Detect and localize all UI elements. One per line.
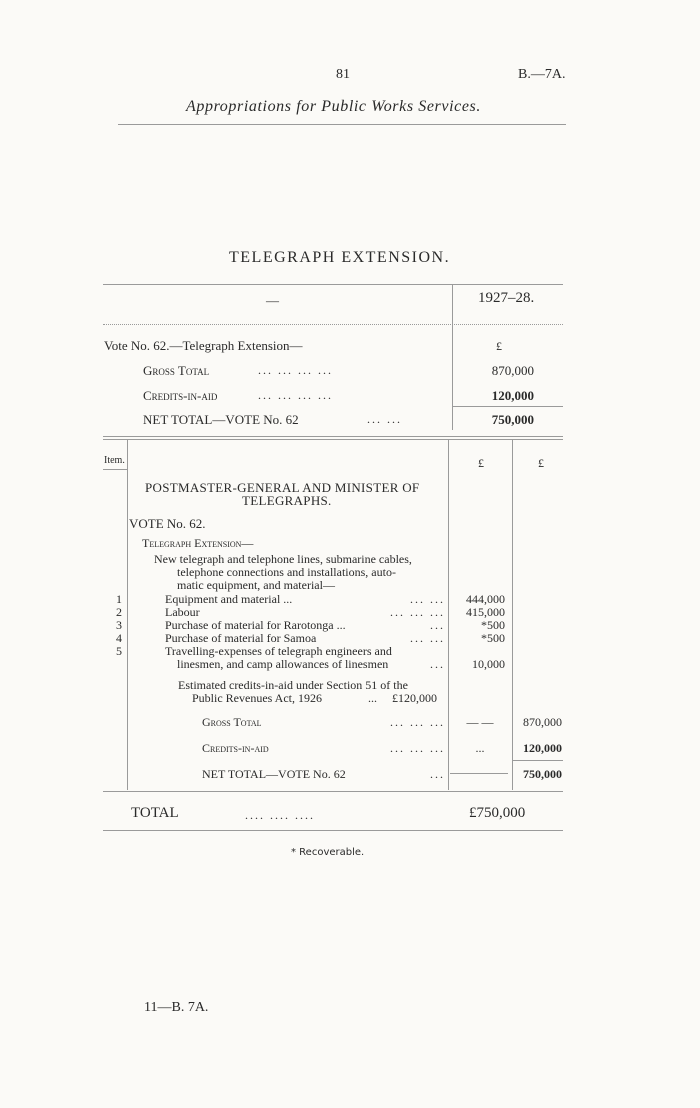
item-number: 2 (116, 605, 122, 619)
intro-line-1: New telegraph and telephone lines, submarine cables, (154, 552, 412, 566)
estimate-value: £120,000 (392, 691, 437, 705)
summary-net-total-dots: ... ... (367, 412, 402, 426)
detail-subtotal-rule (513, 760, 563, 761)
telegraph-extension-subhead: Telegraph Extension— (142, 536, 254, 550)
summary-credits-value: 120,000 (491, 388, 534, 403)
detail-gross-total-column-1: — — (466, 715, 494, 729)
detail-gross-total-label: Gross Total (202, 715, 262, 729)
detail-item-column-divider (127, 440, 128, 790)
detail-credits-column-1: ... (475, 741, 485, 755)
item-column-header: Item. (104, 455, 125, 466)
item-dots: ... (430, 618, 445, 632)
summary-net-total-value: 750,000 (491, 412, 534, 427)
document-reference: B.—7A. (518, 67, 566, 82)
summary-gross-total-label: Gross Total (143, 363, 210, 378)
detail-credits-dots: ... ... ... (390, 741, 445, 755)
detail-top-rule (103, 439, 563, 440)
minister-heading-line-2: TELEGRAPHS. (242, 493, 332, 508)
item-number: 1 (116, 592, 122, 606)
intro-line-3: matic equipment, and material— (177, 578, 335, 592)
item-value: 10,000 (472, 657, 505, 671)
summary-gross-total-value: 870,000 (491, 363, 534, 378)
summary-top-rule (103, 284, 563, 285)
vote-number: VOTE No. 62. (129, 516, 206, 531)
summary-bottom-rule (103, 436, 563, 437)
summary-credits-label: Credits-in-aid (143, 388, 218, 403)
intro-line-2: telephone connections and installations, auto- (177, 565, 396, 579)
grand-total-label: TOTAL (131, 805, 179, 821)
summary-credits-dots: ... ... ... ... (258, 388, 333, 402)
detail-column-divider-2 (512, 440, 513, 790)
detail-net-total-label: NET TOTAL—VOTE No. 62 (202, 767, 346, 781)
item-description: Labour (165, 605, 200, 619)
running-title: Appropriations for Public Works Services. (186, 98, 481, 115)
header-rule (118, 124, 566, 125)
grand-total-dots: .... .... .... (245, 808, 315, 822)
detail-currency-column-1: £ (478, 456, 484, 470)
item-dots: ... ... (410, 631, 445, 645)
summary-gross-total-dots: ... ... ... ... (258, 363, 333, 377)
estimate-line-1: Estimated credits-in-aid under Section 51 of the (178, 678, 408, 692)
item-description: Purchase of material for Samoa (165, 631, 317, 645)
detail-gross-total-column-2: 870,000 (523, 715, 562, 729)
summary-net-total-label: NET TOTAL—VOTE No. 62 (143, 412, 299, 427)
detail-credits-label: Credits-in-aid (202, 741, 269, 755)
item-value: 415,000 (466, 605, 505, 619)
item-number: 4 (116, 631, 122, 645)
detail-net-total-dash-rule (450, 773, 508, 774)
section-title: TELEGRAPH EXTENSION. (229, 249, 451, 266)
summary-header-rule (103, 324, 563, 325)
detail-net-total-column-2: 750,000 (523, 767, 562, 781)
item-description: Travelling-expenses of telegraph engineers and (165, 644, 392, 658)
summary-vote-label: Vote No. 62.—Telegraph Extension— (104, 338, 303, 353)
page-number: 81 (336, 67, 350, 82)
item-description: Equipment and material ... (165, 592, 293, 606)
detail-currency-column-2: £ (538, 456, 544, 470)
detail-credits-column-2: 120,000 (523, 741, 562, 755)
footnote: * Recoverable. (291, 847, 365, 858)
estimate-dots: ... (368, 691, 377, 705)
item-value: 444,000 (466, 592, 505, 606)
item-description-continued: linesmen, and camp allowances of linesmen (177, 657, 389, 671)
summary-blank-column-header: — (266, 293, 279, 308)
estimate-line-2: Public Revenues Act, 1926 (192, 691, 322, 705)
item-value: *500 (481, 618, 505, 632)
item-number: 3 (116, 618, 122, 632)
summary-currency: £ (496, 339, 502, 353)
item-dots: ... (430, 657, 445, 671)
item-header-rule (103, 469, 127, 470)
detail-gross-total-dots: ... ... ... (390, 715, 445, 729)
footer-reference: 11—B. 7A. (144, 1000, 209, 1015)
item-number: 5 (116, 644, 122, 658)
detail-net-total-dots: ... (430, 767, 445, 781)
grand-total-value: £750,000 (469, 805, 526, 821)
minister-heading-line-1: POSTMASTER-GENERAL AND MINISTER OF (145, 480, 420, 495)
item-description: Purchase of material for Rarotonga ... (165, 618, 346, 632)
grand-total-rule (103, 830, 563, 831)
summary-subtotal-rule (453, 406, 563, 407)
item-dots: ... ... ... (390, 605, 445, 619)
detail-bottom-rule (103, 791, 563, 792)
summary-column-divider (452, 285, 453, 430)
summary-year-header: 1927–28. (478, 290, 535, 306)
detail-column-divider-1 (448, 440, 449, 790)
item-value: *500 (481, 631, 505, 645)
item-dots: ... ... (410, 592, 445, 606)
